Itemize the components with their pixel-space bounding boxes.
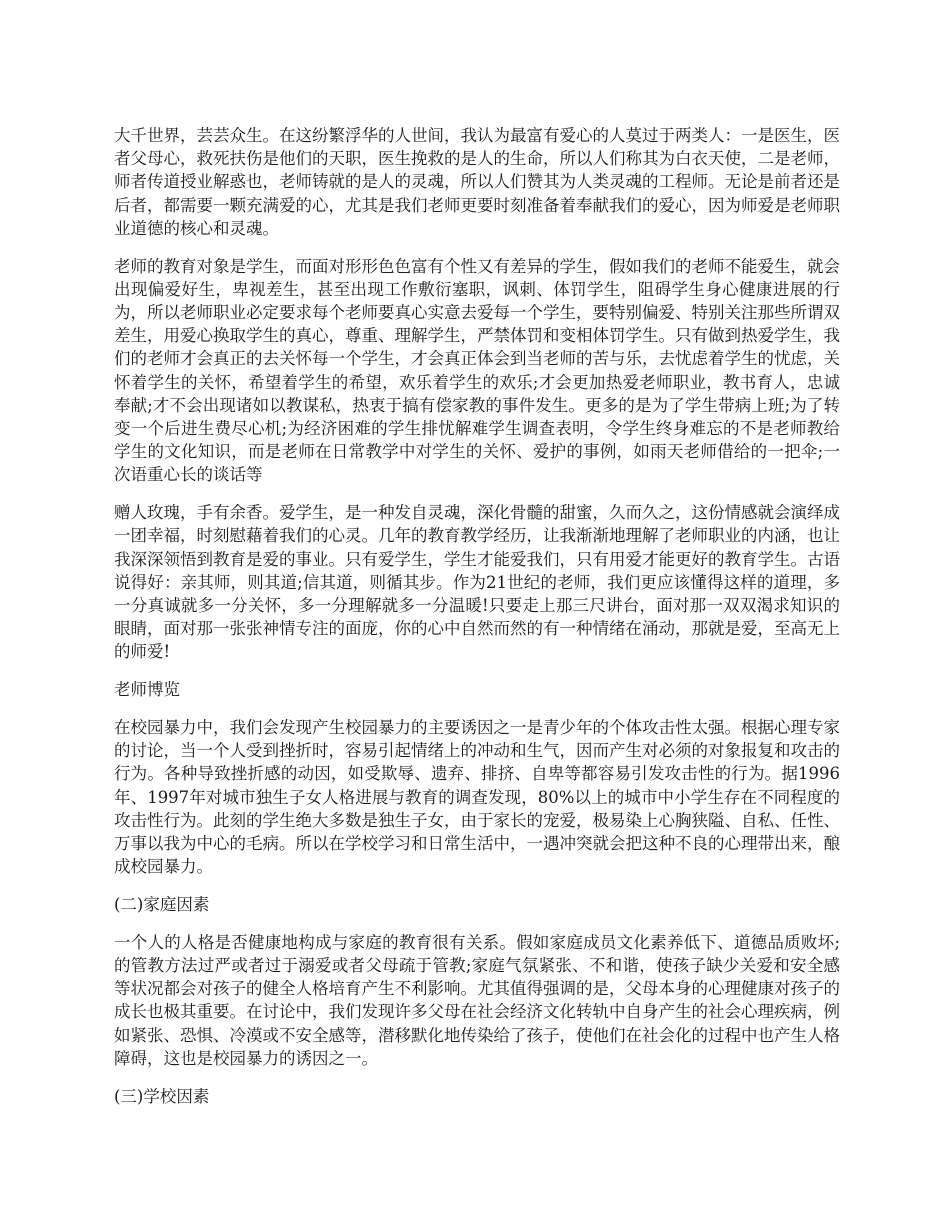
paragraph-teacher-love: 老师的教育对象是学生，而面对形形色色富有个性又有差异的学生，假如我们的老师不能爱生，就会出现偏爱好生，卑视差生，甚至出现工作敷衍塞职，讽刺、体罚学生，阻碍学生身心健康进展的行为，所以老师职业必定要求每个老师要真心实意去爱每一个学生，要特别偏爱、特别关注那些所谓双差生，用爱心换取学生的真心，尊重、理解学生，严禁体罚和变相体罚学生。只有做到热爱学生，我们的老师才会真正的去关怀每一个学生，才会真正体会到当老师的苦与乐，去忧虑着学生的忧虑，关怀着学生的关怀，希望着学生的希望，欢乐着学生的欢乐;才会更加热爱老师职业，教书育人，忠诚奉献;才不会出现诸如以教谋私，热衷于搞有偿家教的事件发生。更多的是为了学生带病上班;为了转变一个后进生费尽心机;为经济困难的学生排忧解难学生调查表明，令学生终身难忘的不是老师教给学生的文化知识，而是老师在日常教学中对学生的关怀、爱护的事例，如雨天老师借给的一把伞;一次语重心长的谈话等 <box>114 256 840 485</box>
section-heading-teacher-overview: 老师博览 <box>114 680 180 700</box>
document-body <box>114 124 840 1122</box>
paragraph-roses: 赠人玫瑰，手有余香。爱学生，是一种发自灵魂，深化骨髓的甜蜜，久而久之，这份情感就会演绎成一团幸福，时刻慰藉着我们的心灵。几年的教育教学经历，让我渐渐地理解了老师职业的内涵，也让我深深领悟到教育是爱的事业。只有爱学生，学生才能爱我们，只有用爱才能更好的教育学生。古语说得好：亲其师，则其道;信其道，则循其步。作为21世纪的老师，我们更应该懂得这样的道理，多一分真诚就多一分关怀，多一分理解就多一分温暖!只要走上那三尺讲台，面对那一双双渴求知识的眼睛，面对那一张张神情专注的面庞，你的心中自然而然的有一种情绪在涌动，那就是爱，至高无上的师爱! <box>114 503 840 662</box>
section-heading-school-factors: (三)学校因素 <box>114 1086 210 1106</box>
paragraph-school-violence: 在校园暴力中，我们会发现产生校园暴力的主要诱因之一是青少年的个体攻击性太强。根据心理专家的讨论，当一个人受到挫折时，容易引起情绪上的冲动和生气，因而产生对必须的对象报复和攻击的行为。各种导致挫折感的动因，如受欺辱、遗弃、排挤、自卑等都容易引发攻击性的行为。据1996年、1997年对城市独生子女人格进展与教育的调查发现，80%以上的城市中小学生存在不同程度的攻击性行为。此刻的学生绝大多数是独生子女，由于家长的宠爱，极易染上心胸狭隘、自私、任性、万事以我为中心的毛病。所以在学校学习和日常生活中，一遇冲突就会把这种不良的心理带出来，酿成校园暴力。 <box>114 718 840 877</box>
paragraph-intro: 大千世界，芸芸众生。在这纷繁浮华的人世间，我认为最富有爱心的人莫过于两类人：一是医生，医者父母心，救死扶伤是他们的天职，医生挽救的是人的生命，所以人们称其为白衣天使，二是老师，师者传道授业解惑也，老师铸就的是人的灵魂，所以人们赞其为人类灵魂的工程师。无论是前者还是后者，都需要一颗充满爱的心，尤其是我们老师更要时刻准备着奉献我们的爱心，因为师爱是老师职业道德的核心和灵魂。 <box>114 126 840 238</box>
section-heading-family-factors: (二)家庭因素 <box>114 895 210 915</box>
paragraph-family: 一个人的人格是否健康地构成与家庭的教育很有关系。假如家庭成员文化素养低下、道德品质败坏;的管教方法过严或者过于溺爱或者父母疏于管教;家庭气氛紧张、不和谐，使孩子缺少关爱和安全感等状况都会对孩子的健全人格培育产生不利影响。尤其值得强调的是，父母本身的心理健康对孩子的成长也极其重要。在讨论中，我们发现许多父母在社会经济文化转轨中自身产生的社会心理疾病，例如紧张、恐惧、冷漠或不安全感等，潜移默化地传染给了孩子，使他们在社会化的过程中也产生人格障碍，这也是校园暴力的诱因之一。 <box>114 932 840 1068</box>
